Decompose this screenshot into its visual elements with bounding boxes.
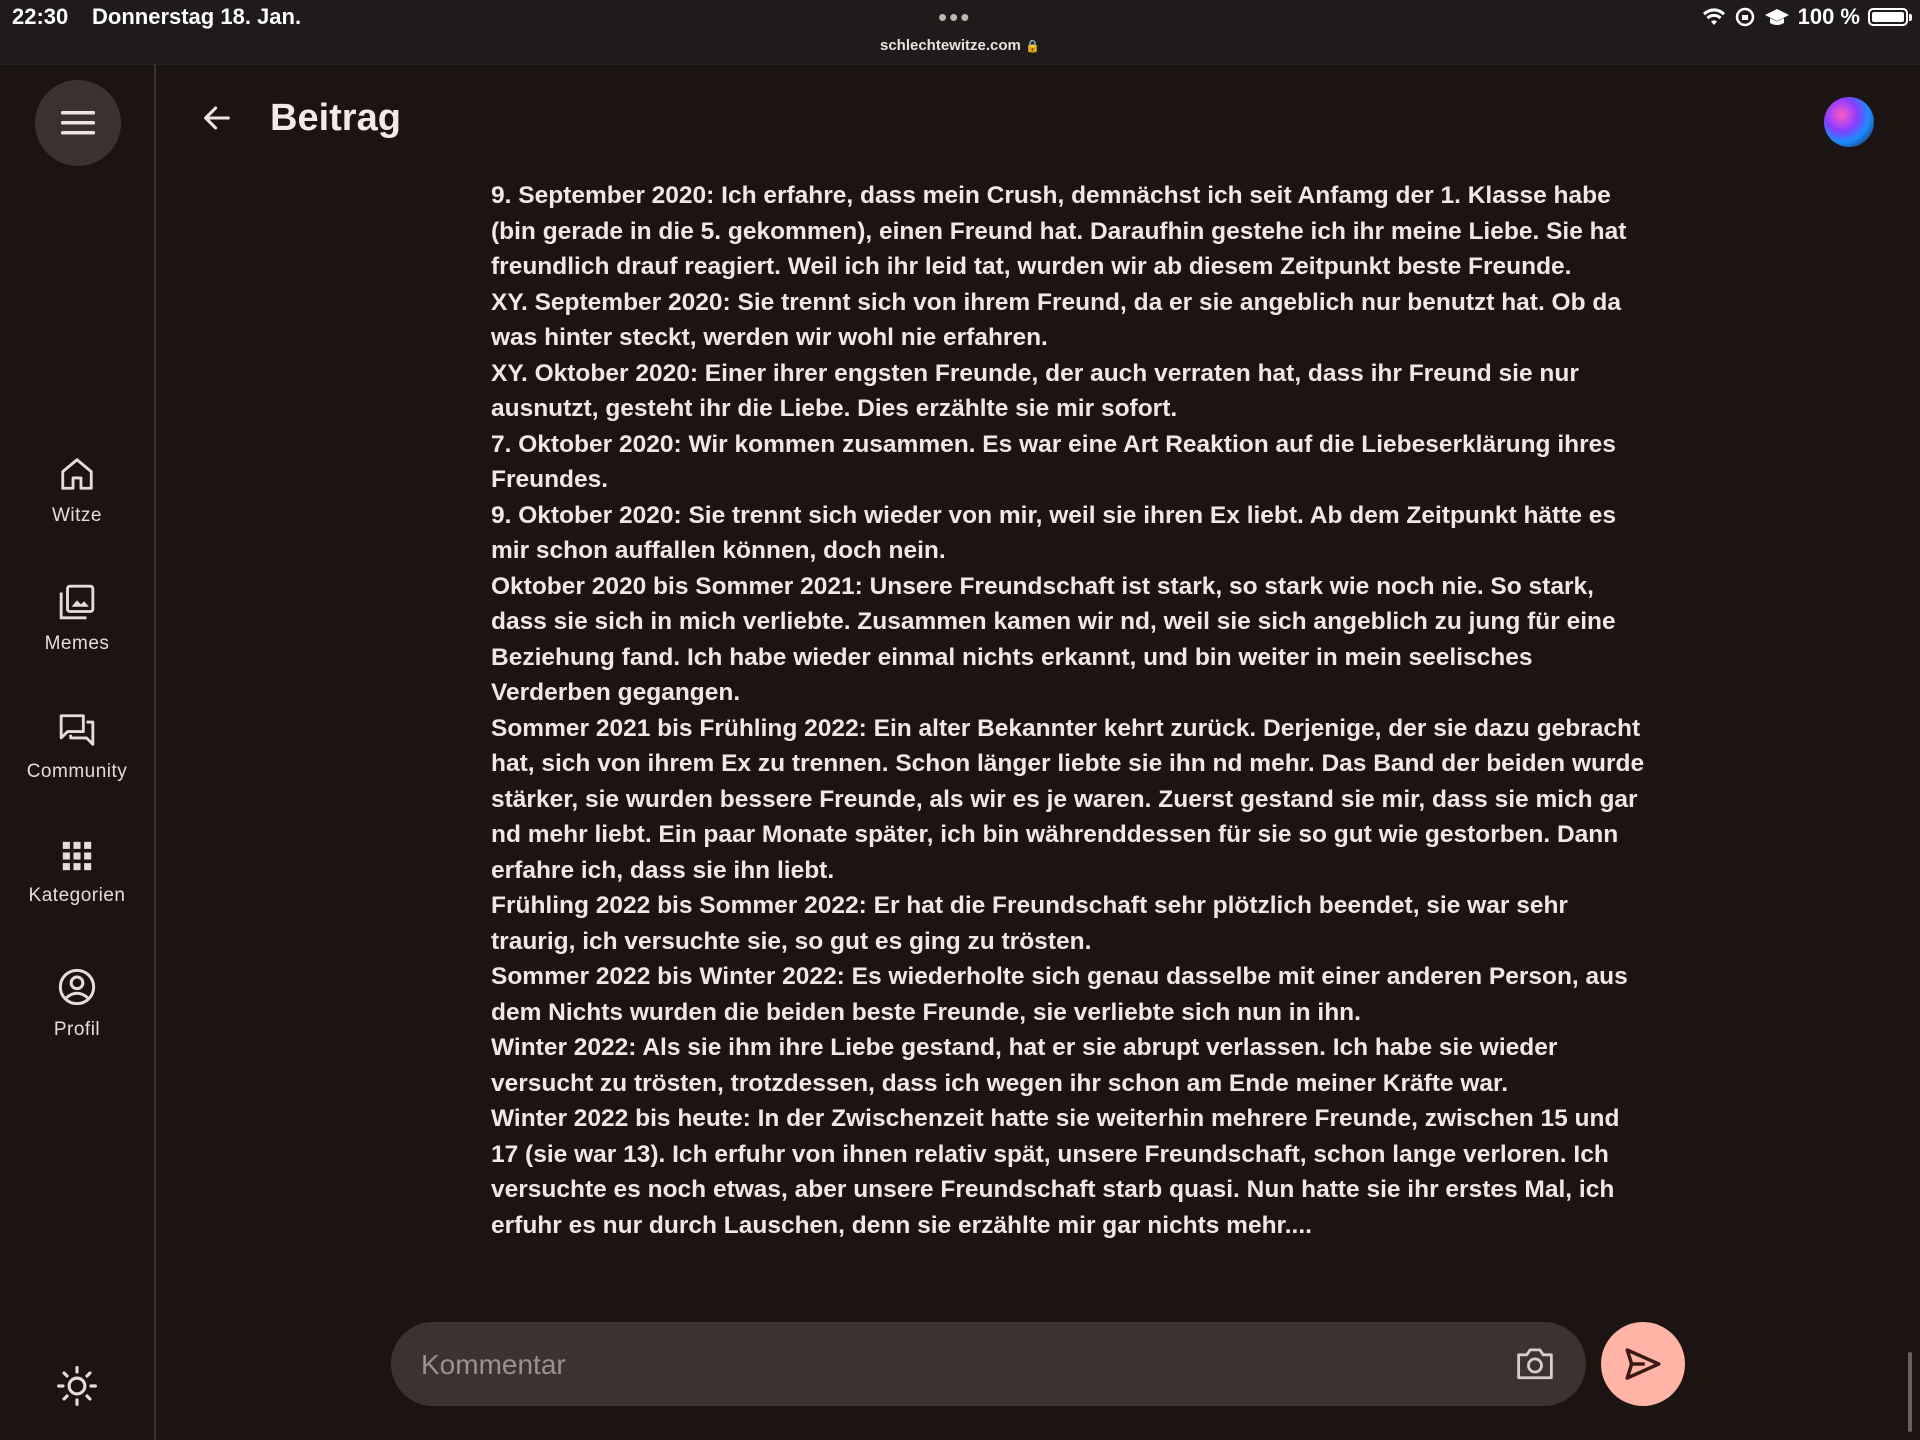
sun-icon bbox=[56, 1365, 98, 1407]
battery-icon bbox=[1868, 8, 1908, 26]
send-icon bbox=[1622, 1343, 1664, 1385]
comment-input[interactable] bbox=[419, 1322, 1483, 1408]
post-paragraph: XY. Oktober 2020: Einer ihrer engsten Freunde, der auch verraten hat, dass ihr Freund sie nur ausnutzt, gesteht ihr die Liebe. Dies erzählte sie mir sofort. bbox=[491, 359, 1579, 422]
nav-label-profil: Profil bbox=[53, 1019, 101, 1040]
post-paragraph: Sommer 2021 bis Frühling 2022: Ein alter Bekannter kehrt zurück. Derjenige, der sie dazu gebracht hat, sich von ihrem Ex zu trennen. Schon länger liebte sie ihn nd mehr. Das Band der beiden wurde stärker, sie wurden bessere Freunde, als wir es je waren. Zuerst gestand sie mir, dass sie mich gar nd mehr liebt. Ein paar Monate später, ich bin währenddessen für sie so gut wie gestorben. Dann erfahre ich, dass sie ihn liebt. bbox=[491, 714, 1645, 884]
post-paragraph: Sommer 2022 bis Winter 2022: Es wiederholte sich genau dasselbe mit einer anderen Person, aus dem Nichts wurden die beiden beste Freunde, sie verliebte sich nun in ihn. bbox=[491, 963, 1628, 1026]
orientation-lock-icon bbox=[1734, 6, 1756, 28]
post-paragraph: XY. September 2020: Sie trennt sich von ihrem Freund, da er sie angeblich nur benutzt hat. Ob da was hinter steckt, werden wir wohl nie erfahren. bbox=[491, 288, 1621, 351]
status-date: Donnerstag 18. Jan. bbox=[92, 4, 302, 29]
url-text: schlechtewitze.com bbox=[879, 37, 1021, 54]
post-paragraph: Frühling 2022 bis Sommer 2022: Er hat die Freundschaft sehr plötzlich beendet, sie war sehr traurig, ich versuchte sie, so gut es ging zu trösten. bbox=[491, 892, 1568, 955]
nav-label-community: Community bbox=[26, 761, 128, 782]
status-indicators bbox=[1702, 4, 1908, 30]
nav-label-witze: Witze bbox=[52, 505, 102, 526]
nav-item-memes[interactable] bbox=[0, 583, 154, 655]
status-time: 22:30 bbox=[12, 4, 69, 29]
top-app-bar bbox=[156, 65, 1920, 177]
multitasking-dots-icon[interactable]: ••• bbox=[938, 2, 972, 32]
graduation-cap-icon bbox=[1764, 6, 1790, 28]
nav-item-kategorien[interactable] bbox=[0, 839, 154, 907]
forum-icon bbox=[58, 711, 96, 749]
post-paragraph: 9. September 2020: Ich erfahre, dass mein Crush, demnächst ich seit Anfamg der 1. Klasse habe (bin gerade in die 5. gekommen), einen Freund hat. Daraufhin gestehe ich ihr meine Liebe. Sie hat freundlich drauf reagiert. Weil ich ihr leid tat, wurden wir ab diesem Zeitpunkt beste Freunde. bbox=[491, 182, 1627, 280]
back-button[interactable] bbox=[200, 101, 234, 140]
arrow-left-icon bbox=[200, 101, 234, 135]
post-paragraph: Winter 2022: Als sie ihm ihre Liebe gestand, hat er sie abrupt verlassen. Ich habe sie wieder versucht zu trösten, trotzdessen, dass ich wegen ihr schon am Ende meiner Kräfte war. bbox=[491, 1034, 1558, 1097]
images-icon bbox=[58, 583, 96, 621]
menu-button[interactable] bbox=[35, 80, 121, 166]
navigation-rail bbox=[0, 65, 156, 1440]
nav-item-profil[interactable] bbox=[0, 967, 154, 1041]
nav-item-community[interactable] bbox=[0, 711, 154, 783]
comment-composer bbox=[391, 1322, 1586, 1406]
wifi-icon bbox=[1702, 7, 1726, 27]
account-circle-icon bbox=[57, 967, 97, 1007]
send-button[interactable] bbox=[1601, 1322, 1685, 1406]
post-paragraph: 7. Oktober 2020: Wir kommen zusammen. Es war eine Art Reaktion auf die Liebeserklärung ihres Freundes. bbox=[491, 430, 1616, 493]
page-title: Beitrag bbox=[270, 97, 401, 139]
avatar[interactable] bbox=[1824, 97, 1874, 147]
camera-icon bbox=[1515, 1345, 1555, 1381]
camera-button[interactable] bbox=[1515, 1345, 1555, 1386]
status-bar bbox=[0, 0, 1920, 65]
nav-label-kategorien: Kategorien bbox=[28, 885, 126, 906]
hamburger-menu-icon bbox=[61, 110, 95, 136]
scrollbar[interactable] bbox=[1908, 1352, 1912, 1432]
post-paragraph: Oktober 2020 bis Sommer 2021: Unsere Freundschaft ist stark, so stark wie noch nie. So stark, dass sie sich in mich verliebte. Zusammen kamen wir nd, weil sie sich angeblich zu jung für eine Beziehung fand. Ich habe wieder einmal nichts erkannt, und bin weiter in mein seelisches Verderben gegangen. bbox=[491, 572, 1616, 706]
nav-item-witze[interactable] bbox=[0, 455, 154, 527]
url-bar[interactable] bbox=[0, 37, 1920, 54]
post-paragraph: 9. Oktober 2020: Sie trennt sich wieder von mir, weil sie ihren Ex liebt. Ab dem Zeitpunkt hätte es mir schon auffallen können, doch nein. bbox=[491, 501, 1617, 564]
theme-toggle-button[interactable] bbox=[56, 1365, 98, 1412]
grid-icon bbox=[60, 839, 94, 873]
nav-label-memes: Memes bbox=[44, 633, 110, 654]
battery-percent: 100 % bbox=[1797, 4, 1860, 29]
post-body bbox=[491, 178, 1651, 1243]
home-icon bbox=[58, 455, 96, 493]
post-paragraph: Winter 2022 bis heute: In der Zwischenzeit hatte sie weiterhin mehrere Freunde, zwischen 15 und 17 (sie war 13). Ich erfuhr von ihnen relativ spät, unsere Freundschaft, schon lange verloren. Ich versuchte es noch etwas, aber unsere Freundschaft starb quasi. Nun hatte sie ihr erstes Mal, ich erfuhr es nur durch Lauschen, denn sie erzählte mir gar nichts mehr.... bbox=[491, 1105, 1620, 1239]
lock-icon: 🔒 bbox=[1025, 39, 1040, 53]
battery-level bbox=[1872, 12, 1904, 22]
